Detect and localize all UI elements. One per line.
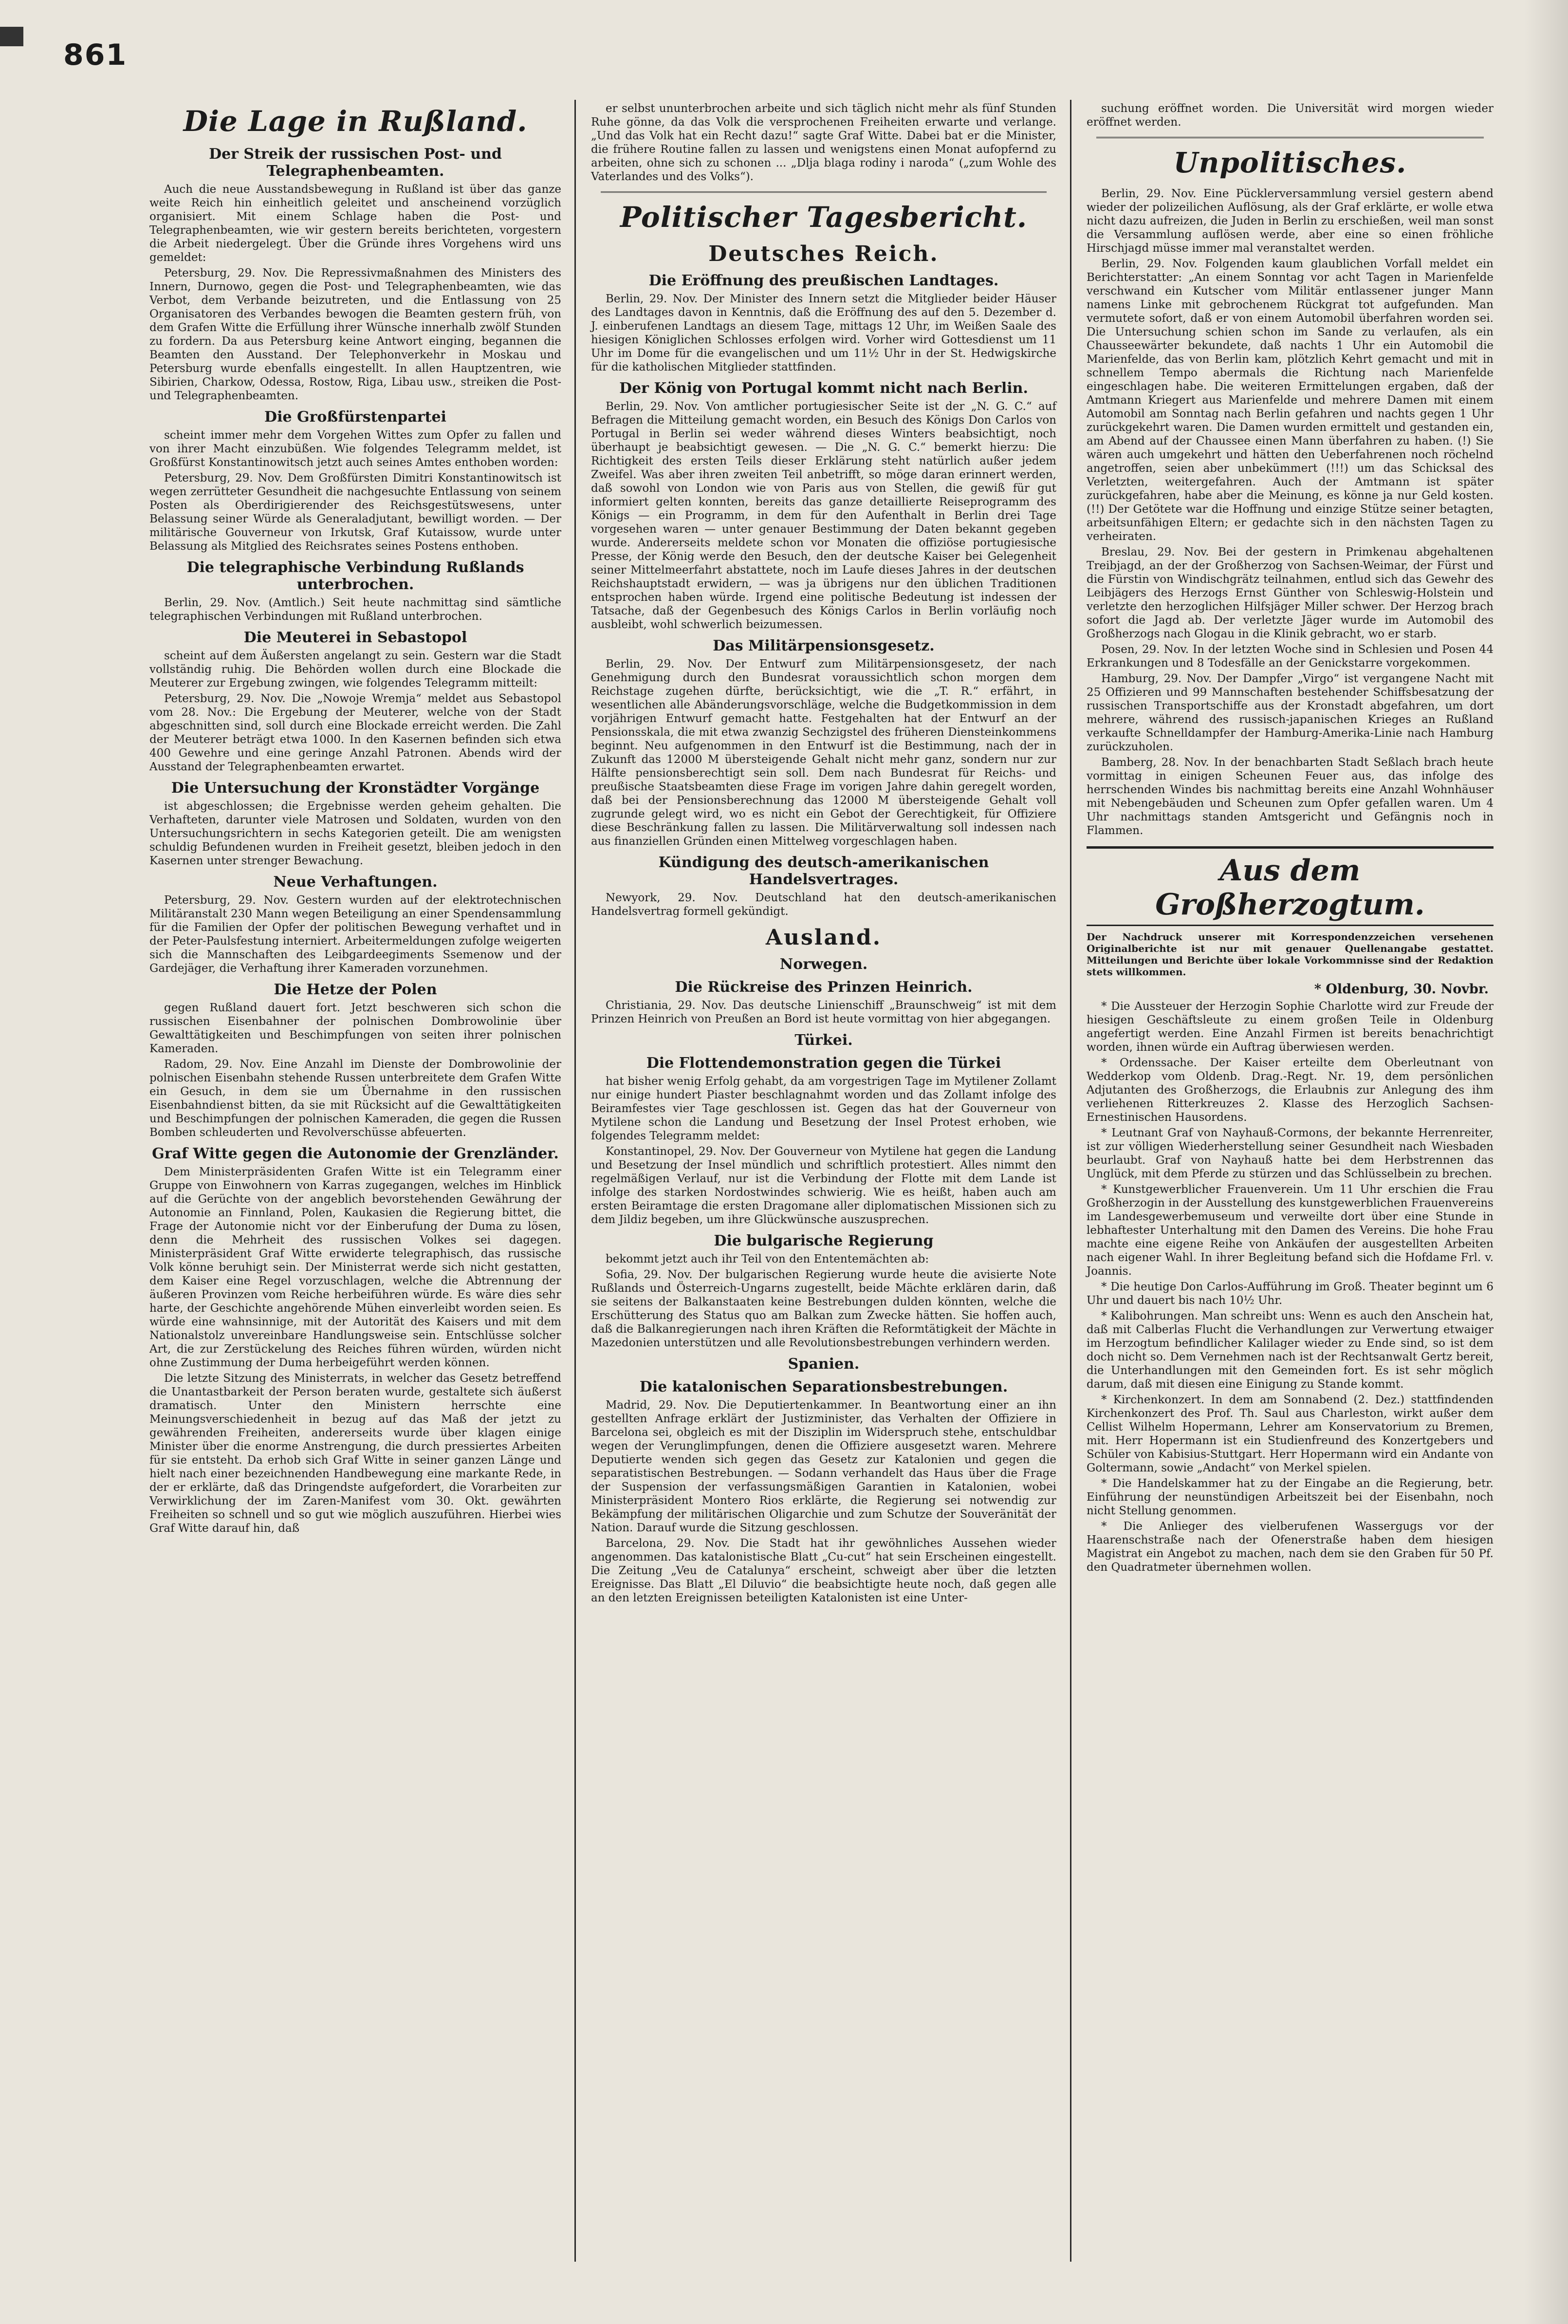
- paragraph-continued: suchung eröffnet worden. Die Universität wird morgen wieder eröffnet werden.: [1087, 102, 1494, 129]
- paragraph: * Die heutige Don Carlos-Aufführung im Groß. Theater beginnt um 6 Uhr und dauert bis nach 10½ Uhr.: [1087, 1281, 1494, 1307]
- paragraph: Breslau, 29. Nov. Bei der gestern in Primkenau abgehaltenen Treibjagd, an der der Großherzog von Sachsen-Weimar, der Fürst und die Fürstin von Windischgrätz teilnahmen, entlud sich das Gewehr des Leibjägers des Herzogs Ernst Günther von Schleswig-Holstein und verletzte den herzoglichen Hilfsjäger Miller schwer. Der Herzog brach sofort die Jagd ab. Der verletzte Jäger wurde im Automobil des Großherzogs nach Glogau in die Klinik gebracht, wo er starb.: [1087, 546, 1494, 640]
- paragraph: Berlin, 29. Nov. Folgenden kaum glaublichen Vorfall meldet ein Berichterstatter: „An einem Sonntag vor acht Tagen in Marienfelde verschwand ein Kutscher vom Militär entlassener junger Mann namens Linke mit gebrochenem Rückgrat tot aufgefunden. Man vermutete sofort, daß er von einem Automobil überfahren worden sei. Die Untersuchung schien schon im Sande zu verlaufen, als ein Chausseewärter bekundete, daß nachts 1 Uhr ein Automobil die Marienfelde, das von Berlin kam, plötzlich Kehrt gemacht und mit in schnellem Tempo abermals die Richtung nach Marienfelde eingeschlagen habe. Die weiteren Ermittelungen ergaben, daß der Amtmann Kriegert aus Marienfelde und mehrere Damen mit einem Automobil am Sonntag nach Berlin gefahren und nachts gegen 1 Uhr zurückgekehrt waren. Die Damen wurden ermittelt und gestanden ein, am Abend auf der Chaussee einen Mann überfahren zu haben. (!) Sie wären auch umgekehrt und hätten den Ueberfahrenen noch röchelnd angetroffen, seien aber unbekümmert (!!!) um das Schicksal des Verletzten, weitergefahren. Auch der Amtmann ist später zurückgefahren, habe aber die Meinung, es könne ja nur Geld kosten. (!!) Der Getötete war die Hoffnung und einzige Stütze seiner betagten, arbeitsunfähigen Eltern; er gedachte sich in den nächsten Tagen zu verheiraten.: [1087, 258, 1494, 543]
- subheading: Der Streik der russischen Post- und Telegraphenbeamten.: [209, 146, 502, 180]
- paragraph: Sofia, 29. Nov. Der bulgarischen Regierung wurde heute die avisierte Note Rußlands und Österreich-Ungarns zugestellt, beide Mächte erklären darin, daß sie seitens der Balkanstaaten keine Bestrebungen dulden könnten, welche die Erschütterung des Status quo am Balkan zum Zwecke hätten. Sie hoffen auch, daß die Balkanregierungen nach ihren Kräften die Reformtätigkeit der Mächte in Mazedonien unterstützen und alle Revolutionsbestrebungen verhindern werden.: [591, 1268, 1056, 1349]
- paragraph: Madrid, 29. Nov. Die Deputiertenkammer. In Beantwortung einer an ihn gestellten Anfrage erklärt der Justizminister, das Verhalten der Offiziere in Barcelona sei, obgleich es mit der Disziplin im Widerspruch stehe, entschuldbar wegen der Verunglimpfungen, denen die Offiziere ausgesetzt waren. Mehrere Deputierte wenden sich gegen das Gesetz zur Katalonien und gegen die separatistischen Bestrebungen. — Sodann verhandelt das Haus über die Frage der Suspension der verfassungsmäßigen Garantien in Katalonien, wobei Ministerpräsident Montero Rios erklärte, die Regierung sei notwendig zur Bekämpfung der militärischen Oligarchie und zum Schutze der Souveränität der Nation. Darauf wurde die Sitzung geschlossen.: [591, 1399, 1056, 1534]
- divider: [601, 191, 1047, 193]
- subheading: Die Großfürstenpartei: [264, 409, 446, 426]
- subheading: Neue Verhaftungen.: [273, 874, 438, 891]
- subheading: Die Rückreise des Prinzen Heinrich.: [675, 979, 973, 996]
- article-title-politics: Politischer Tagesbericht.: [620, 201, 1028, 234]
- subheading: Graf Witte gegen die Autonomie der Grenzländer.: [152, 1145, 559, 1162]
- section-heading: Deutsches Reich.: [708, 242, 939, 266]
- page-number: 861: [63, 38, 128, 72]
- paragraph: Posen, 29. Nov. In der letzten Woche sind in Schlesien und Posen 44 Erkrankungen und 8 Todesfälle an der Genickstarre vorgekommen.: [1087, 643, 1494, 669]
- subheading: Die Untersuchung der Kronstädter Vorgänge: [171, 780, 540, 797]
- subheading: Die Eröffnung des preußischen Landtages.: [648, 272, 999, 289]
- paragraph: * Kalibohrungen. Man schreibt uns: Wenn es auch den Anschein hat, daß mit Calberlas Flucht die Verhandlungen zur Verwertung etwaiger im Herzogtum befindlicher Kalilager wieder zu Ende sind, so ist dem doch nicht so. Dem Vernehmen nach ist der Rechtsanwalt Gertz bereit, die Unterhandlungen mit den Gemeinden fort. Es ist sehr möglich darum, daß mit diesen eine Einigung zu Stande kommt.: [1087, 1310, 1494, 1391]
- paragraph: * Die Handelskammer hat zu der Eingabe an die Regierung, betr. Einführung der neunstündigen Arbeitszeit bei der Eisenbahn, noch nicht Stellung genommen.: [1087, 1477, 1494, 1517]
- column-2: [580, 100, 1067, 2262]
- paragraph: Barcelona, 29. Nov. Die Stadt hat ihr gewöhnliches Aussehen wieder angenommen. Das katalonistische Blatt „Cu-cut“ hat sein Erscheinen eingestellt. Die Zeitung „Veu de Catalunya“ erscheint, schweigt aber über die letzten Ereignisse. Das Blatt „El Diluvio“ die beabsichtigte heute noch, daß gegen alle an den letzten Ereignissen beteiligten Katalonisten ist eine Unter-: [591, 1537, 1056, 1604]
- page-edge-shadow: [1524, 0, 1568, 2324]
- paragraph: Hamburg, 29. Nov. Der Dampfer „Virgo“ ist vergangene Nacht mit 25 Offizieren und 99 Mannschaften bestehender Schiffsbesatzung der russischen Transportschiffe aus der Kronstadt abgefahren, um dort mehrere, während des russisch-japanischen Krieges an Rußland verkaufte Schnelldampfer der Hamburg-Amerika-Linie nach Hamburg zurückzuholen.: [1087, 672, 1494, 753]
- reprint-notice: Der Nachdruck unserer mit Korrespondenzzeichen versehenen Originalberichte ist nur mit genauer Quellenangabe gestattet. Mitteilungen und Berichte über lokale Vorkommnisse sind der Redaktion stets willkommen.: [1087, 931, 1494, 978]
- subheading: Die telegraphische Verbindung Rußlands unterbrochen.: [186, 559, 524, 593]
- paragraph: scheint auf dem Äußersten angelangt zu sein. Gestern war die Stadt vollständig ruhig. Die Behörden wollen durch eine Blockade die Meuterer zur Ergebung zwingen, wie folgendes Telegramm mitteilt:: [149, 650, 561, 689]
- column-1: [139, 100, 572, 2262]
- paragraph: Berlin, 29. Nov. Von amtlicher portugiesischer Seite ist der „N. G. C.“ auf Befragen die Mitteilung gemacht worden, ein Besuch des Königs Don Carlos von Portugal in Berlin sei weder während dieses Winters beabsichtigt, noch überhaupt je beabsichtigt gewesen. — Die „N. G. C.“ bemerkt hierzu: Die Richtigkeit des ersten Teils dieser Erklärung steht natürlich außer jedem Zweifel. Was aber ihren zweiten Teil anbetrifft, so möge daran erinnert werden, daß sowohl von London wie von Paris aus von Stellen, die gewiß für gut informiert gelten konnten, bereits das ganze detaillierte Reiseprogramm des Königs — ein Programm, in dem für den Aufenthalt in Berlin drei Tage vorgesehen waren — unter genauer Bestimmung der Daten bekannt gegeben wurde. Andererseits meldete schon vor Monaten die offiziöse portugiesische Presse, der König werde den Besuch, den der deutsche Kaiser bei Gelegenheit seiner Mittelmeerfahrt abstattete, noch im Laufe dieses Jahres in der deutschen Reichshauptstadt erwidern, — was ja übrigens nur den üblichen Traditionen entsprochen haben würde. Irgend eine politische Bedeutung ist indessen der Tatsache, daß der Gegenbesuch des Königs Carlos in Berlin vorläufig noch ausbleibt, wohl schwerlich beizumessen.: [591, 400, 1056, 631]
- paragraph: Berlin, 29. Nov. Der Entwurf zum Militärpensionsgesetz, der nach Genehmigung durch den Bundesrat voraussichtlich schon morgen dem Reichstage zugehen dürfte, berücksichtigt, wie die „T. R.“ erfährt, in wesentlichen alle Abänderungsvorschläge, welche die Budgetkommission in dem vorjährigen Entwurf gemacht hatte. Festgehalten hat der Entwurf an der Pensionsskala, die mit etwa zwanzig Sechzigstel des früheren Diensteinkommens beginnt. Neu aufgenommen in den Entwurf ist die Bestimmung, nach der in Zukunft das 12000 M übersteigende Gehalt nicht mehr ganz, sondern nur zur Hälfte pensionsberechtigt sein soll. Dem nach Bundesrat für Reichs- und preußische Staatsbeamten diese Frage im vorigen Jahre dahin geregelt worden, daß bei der Pensionsberechnung das 12000 M übersteigende Gehalt voll zugrunde gelegt wird, wo es nicht ein Gebot der Gerechtigkeit, für Offiziere diese Beschränkung fallen zu lassen. Die Militärverwaltung soll indessen nach aus finanziellen Gründen einen Mittelweg vorgeschlagen haben.: [591, 658, 1056, 848]
- section-heading: Ausland.: [765, 925, 882, 950]
- paragraph: * Die Aussteuer der Herzogin Sophie Charlotte wird zur Freude der hiesigen Geschäftsleute zu einem großen Teile in Oldenburg angefertigt werden. Eine Anzahl Firmen ist bereits benachrichtigt worden, ihnen würde ein Auftrag überwiesen werden.: [1087, 1000, 1494, 1054]
- paragraph: scheint immer mehr dem Vorgehen Wittes zum Opfer zu fallen und von ihrer Macht einzubüßen. Wie folgendes Telegramm meldet, ist Großfürst Konstantinowitsch jetzt auch seines Amtes enthoben worden:: [149, 429, 561, 469]
- paragraph: Berlin, 29. Nov. Eine Pücklerversammlung versiel gestern abend wieder der polizeilichen Auflösung, als der Graf erklärte, er wolle etwa nicht dazu aufreizen, die Juden in Berlin zu erschießen, weil man sonst die Versammlung auflösen werde, aber eine so einen fröhliche Hirschjagd müsse immer mal veranstaltet werden.: [1087, 187, 1494, 255]
- subheading: Die Flottendemonstration gegen die Türkei: [646, 1055, 1001, 1072]
- subheading: Türkei.: [794, 1032, 853, 1049]
- article-title-russia: Die Lage in Rußland.: [183, 105, 528, 138]
- paragraph: Petersburg, 29. Nov. Die „Nowoje Wremja“ meldet aus Sebastopol vom 28. Nov.: Die Ergebung der Meuterer, welche von der Stadt abgeschnitten sind, soll durch eine Blockade erreicht werden. Die Zahl der Meuterer beträgt etwa 1000. In den Kasernen befinden sich etwa 400 Gewehre und eine geringe Anzahl Patronen. Abends wird der Ausstand der Telegraphenbeamten erwartet.: [149, 692, 561, 773]
- paragraph: Radom, 29. Nov. Eine Anzahl im Dienste der Dombrowolinie der polnischen Eisenbahn stehende Russen unterbreitete dem Grafen Witte ein Gesuch, in dem sie um Übernahme in den russischen Eisenbahndienst bitten, da sie mit Rücksicht auf die Gewalttätigkeiten und Beschimpfungen der polnischen Kameraden, die gegen die Russen Bomben schleuderten und Revolverschüsse abfeuerten.: [149, 1058, 561, 1139]
- paragraph: Petersburg, 29. Nov. Gestern wurden auf der elektrotechnischen Militäranstalt 230 Mann wegen Beteiligung an einer Spendensammlung für die Familien der Opfer der politischen Bewegung verhaftet und in der Peter-Paulsfestung interniert. Arbeitermeldungen zufolge weigerten sich die Mannschaften des Leibgardeegiments Ssemenow und der Gardejäger, die Verhaftung ihrer Kameraden vorzunehmen.: [149, 894, 561, 975]
- paragraph: Die letzte Sitzung des Ministerrats, in welcher das Gesetz betreffend die Unantastbarkeit der Person beraten wurde, gestaltete sich äußerst dramatisch. Unter den Ministern herrschte eine Meinungsverschiedenheit in bezug auf das Maß der jetzt zu gewährenden Freiheiten, andererseits wurde über klagen einige Minister über die enorme Anstrengung, die durch pressiertes Arbeiten für sie entsteht. Da erhob sich Graf Witte in seiner ganzen Länge und hielt nach einer bezeichnenden Handbewegung eine markante Rede, in der er erklärte, daß das Dringendste aufgefordert, die Vorarbeiten zur Verwirklichung der im Zaren-Manifest vom 30. Okt. gewährten Freiheiten so schnell und so gut wie möglich auszuführen. Hierbei wies Graf Witte darauf hin, daß: [149, 1372, 561, 1535]
- subheading: Die bulgarische Regierung: [714, 1232, 934, 1249]
- binding-marker: [0, 27, 23, 46]
- column-rule: [574, 100, 576, 2262]
- column-3: [1076, 100, 1504, 2262]
- paragraph: Konstantinopel, 29. Nov. Der Gouverneur von Mytilene hat gegen die Landung und Besetzung der Insel mündlich und schriftlich protestiert. Alles nimmt den regelmäßigen Verlauf, nur ist die Verbindung der Flotte mit dem Lande ist infolge des starken Nordostwindes schwierig. Wie es heißt, haben auch am ersten Beiramtage die ersten Dragomane aller diplomatischen Missionen sich zu dem Jildiz begeben, um ihre Glückwünsche auszusprechen.: [591, 1145, 1056, 1226]
- dateline: * Oldenburg, 30. Novbr.: [1314, 982, 1489, 997]
- paragraph: Bamberg, 28. Nov. In der benachbarten Stadt Seßlach brach heute vormittag in einigen Scheunen Feuer aus, das infolge des herrschenden Windes bis nachmittag bereits eine Anzahl Wohnhäuser mit Nebengebäuden und Scheunen zum Opfer gefallen waren. Um 4 Uhr nachmittags standen Amtsgericht und Gefängnis noch in Flammen.: [1087, 756, 1494, 837]
- subheading: Das Militärpensionsgesetz.: [713, 637, 935, 654]
- paragraph: * Leutnant Graf von Nayhauß-Cormons, der bekannte Herrenreiter, ist zur völligen Wiederherstellung seiner Gesundheit nach Wiesbaden beurlaubt. Graf von Nayhauß hatte bei dem Herbstrennen das Unglück, mit dem Pferde zu stürzen und das Schlüsselbein zu brechen.: [1087, 1127, 1494, 1180]
- paragraph: Petersburg, 29. Nov. Dem Großfürsten Dimitri Konstantinowitsch ist wegen zerrütteter Gesundheit die nachgesuchte Entlassung von seinem Posten als Oberdirigierender des Reichsgestütswesens, unter Belassung seiner Würde als Generaladjutant, bewilligt worden. — Der militärische Gouverneur von Irkutsk, Graf Kutaissow, wurde unter Belassung als Mitglied des Reichsrates seines Postens enthoben.: [149, 472, 561, 553]
- subheading: Spanien.: [788, 1356, 860, 1373]
- subheading: Norwegen.: [779, 956, 868, 973]
- paragraph: Berlin, 29. Nov. Der Minister des Innern setzt die Mitglieder beider Häuser des Landtages davon in Kenntnis, daß die Eröffnung des auf den 5. Dezember d. J. einberufenen Landtags an diesem Tage, mittags 12 Uhr, im Weißen Saale des hiesigen Königlichen Schlosses erfolgen wird. Vorher wird Gottesdienst um 11 Uhr im Dome für die evangelischen und um 11½ Uhr in der St. Hedwigskirche für die katholischen Mitglieder stattfinden.: [591, 293, 1056, 373]
- article-title-grand-duchy: Aus dem Großherzogtum.: [1087, 846, 1494, 926]
- paragraph: bekommt jetzt auch ihr Teil von den Ententemächten ab:: [606, 1253, 929, 1265]
- paragraph: Dem Ministerpräsidenten Grafen Witte ist ein Telegramm einer Gruppe von Einwohnern von Karras zugegangen, welches im Hinblick auf die Gerüchte von der angeblich bevorstehenden Gewährung der Autonomie an Finnland, Polen, Kaukasien die Regierung bittet, die Frage der Autonomie nicht vor der Einberufung der Duma zu lösen, denn die Mehrheit des russischen Volkes sei dagegen. Ministerpräsident Graf Witte erwiderte telegraphisch, das russische Volk könne beruhigt sein. Der Ministerrat werde sich nicht gestatten, dem Kaiser eine Regel vorzuschlagen, welche die Abtrennung der äußeren Provinzen vom Reiche herbeiführen würde. Es wäre dies sehr harte, der Geschichte angehörende Mühen einverleibt worden seien. Es würde eine wahnsinnige, mit der Autorität des Kaisers und mit dem Nationalstolz unvereinbare Handlungsweise sein. Entschlüsse solcher Art, die zur Zerstückelung des Reiches führen würden, würden nicht ohne Zustimmung der Duma herbeigeführt werden können.: [149, 1166, 561, 1369]
- paragraph: * Kunstgewerblicher Frauenverein. Um 11 Uhr erschien die Frau Großherzogin in der Ausstellung des kunstgewerblichen Frauenvereins im Landesgewerbemuseum und verweilte dort über eine Stunde in lebhaftester Unterhaltung mit den Damen des Vereins. Die hohe Frau machte eine eigene Reihe von Ankäufen der ausgestellten Arbeiten nach eigener Wahl. In ihrer Begleitung befand sich die Hofdame Frl. v. Joannis.: [1087, 1183, 1494, 1278]
- subheading: Der König von Portugal kommt nicht nach Berlin.: [619, 380, 1028, 397]
- subheading: Die Hetze der Polen: [274, 981, 437, 998]
- paragraph: ist abgeschlossen; die Ergebnisse werden geheim gehalten. Die Verhafteten, darunter viele Matrosen und Soldaten, wurden von den Untersuchungsrichtern in sechs Kategorien geteilt. Die am wenigsten schuldig Befundenen wurden in Freiheit gesetzt, bleiben jedoch in den Kasernen unter strenger Bewachung.: [149, 800, 561, 867]
- subheading: Die katalonischen Separationsbestrebungen.: [639, 1378, 1008, 1395]
- paragraph: gegen Rußland dauert fort. Jetzt beschweren sich schon die russischen Eisenbahner der polnischen Dombrowolinie über Gewalttätigkeiten und Beschimpfungen von seiten ihrer polnischen Kameraden.: [149, 1002, 561, 1055]
- paragraph: Berlin, 29. Nov. (Amtlich.) Seit heute nachmittag sind sämtliche telegraphischen Verbindungen mit Rußland unterbrochen.: [149, 596, 561, 623]
- paragraph: Auch die neue Ausstandsbewegung in Rußland ist über das ganze weite Reich hin einheitlich geleitet und anscheinend vorzüglich organisiert. Mit einem Schlage haben die Post- und Telegraphenbeamten, wie wir gestern bereits berichteten, vorgestern die Arbeit niedergelegt. Über die Gründe ihres Vorgehens wird uns gemeldet:: [149, 183, 561, 264]
- column-rule: [1070, 100, 1071, 2262]
- subheading: Die Meuterei in Sebastopol: [243, 629, 467, 646]
- paragraph: hat bisher wenig Erfolg gehabt, da am vorgestrigen Tage im Mytilener Zollamt nur einige hundert Piaster beschlagnahmt worden und das Zollamt infolge des Beiramfestes vier Tage geschlossen ist. Gegen das hat der Gouverneur von Mytilene schon die Landung und Besetzung der Insel Protest erhoben, wie folgendes Telegramm meldet:: [591, 1075, 1056, 1142]
- article-title-unpolitical: Unpolitisches.: [1173, 146, 1407, 179]
- paragraph-continued: er selbst ununterbrochen arbeite und sich täglich nicht mehr als fünf Stunden Ruhe gönne, da das Volk die versprochenen Freiheiten erwarte und verlange. „Und das Volk hat ein Recht dazu!“ sagte Graf Witte. Dabei bat er die Minister, die frühere Routine fallen zu lassen und wenigstens einen Monat aufopfernd zu arbeiten, ohne sich zu schonen ... „Dlja blaga rodiny i naroda“ („zum Wohle des Vaterlandes und des Volks“).: [591, 102, 1056, 183]
- paragraph: * Ordenssache. Der Kaiser erteilte dem Oberleutnant von Wedderkop vom Oldenb. Drag.-Regt. Nr. 19, dem persönlichen Adjutanten des Großherzogs, die Erlaubnis zur Anlegung des ihm verliehenen Ritterkreuzes 2. Klasse des Herzoglich Sachsen-Ernestinischen Hausordens.: [1087, 1057, 1494, 1124]
- paragraph: * Die Anlieger des vielberufenen Wassergugs vor der Haarenschstraße nach der Ofenerstraße haben dem hiesigen Magistrat ein Angebot zu machen, nach dem sie den Graben für 50 Pf. den Quadratmeter übernehmen wollen.: [1087, 1520, 1494, 1574]
- subheading: Kündigung des deutsch-amerikanischen Handelsvertrages.: [658, 854, 989, 888]
- paragraph: Newyork, 29. Nov. Deutschland hat den deutsch-amerikanischen Handelsvertrag formell gekündigt.: [591, 892, 1056, 918]
- paragraph: * Kirchenkonzert. In dem am Sonnabend (2. Dez.) stattfindenden Kirchenkonzert des Prof. Th. Saul aus Charleston, wirkt außer dem Cellist Wilhelm Hopermann, Lehrer am Konservatorium zu Bremen, mit. Herr Hopermann ist ein Studienfreund des Konzertgebers und Schüler von Kabisius-Stuttgart. Herr Hopermann wird ein Andante von Goltermann, sowie „Andacht“ von Merkel spielen.: [1087, 1394, 1494, 1474]
- paragraph: Petersburg, 29. Nov. Die Repressivmaßnahmen des Ministers des Innern, Durnowo, gegen die Post- und Telegraphenbeamten, wie das Verbot, dem Verbande beizutreten, und die Entlassung von 25 Organisatoren des Verbandes bewogen die Beamten gestern früh, von dem Grafen Witte die Erfüllung ihrer Wünsche innerhalb zwölf Stunden zu fordern. Da aus Petersburg keine Antwort einging, begannen die Beamten den Ausstand. Der Telephonverkehr in Moskau und Petersburg wurde ebenfalls eingestellt. In allen Hauptzentren, wie Sibirien, Charkow, Odessa, Rostow, Riga, Libau usw., streiken die Post- und Telegraphenbeamten.: [149, 267, 561, 402]
- divider: [1096, 137, 1484, 138]
- paragraph: Christiania, 29. Nov. Das deutsche Linienschiff „Braunschweig“ ist mit dem Prinzen Heinrich von Preußen an Bord ist heute vormittag von hier abgegangen.: [591, 999, 1056, 1025]
